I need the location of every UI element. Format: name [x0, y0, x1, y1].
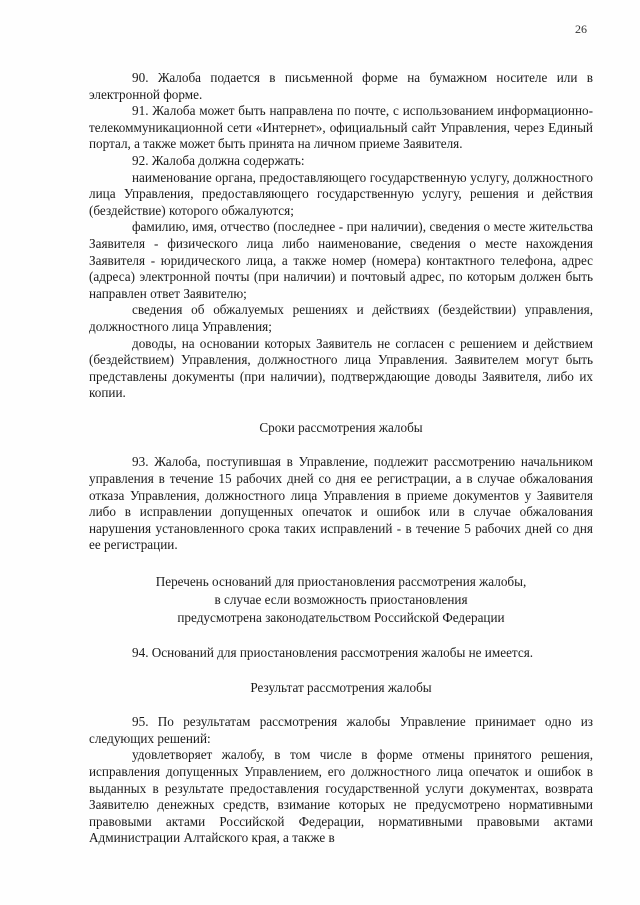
paragraph-92-item-arguments: доводы, на основании которых Заявитель не согласен с решением и действием (бездействием) Управления, должностного лица Управления. Заявителем могут быть представлены документы (при наличии), подтверждающие доводы Заявителя, либо их копии. — [89, 335, 593, 401]
document-body — [89, 70, 593, 847]
heading-suspension-line-1: Перечень оснований для приостановления рассмотрения жалобы, — [155, 574, 527, 590]
paragraph-90: 90. Жалоба подается в письменной форме на бумажном носителе или в электронной форме. — [89, 70, 593, 102]
paragraph-92-item-applicant: фамилию, имя, отчество (последнее - при наличии), сведения о месте жительства Заявителя - физического лица либо наименование, сведения о месте нахождения Заявителя - юридического лица, а также номер (номера) контактного телефона, адрес (адреса) электронной почты (при наличии) и почтовый адрес, по которым должен быть направлен ответ Заявителю; — [89, 219, 593, 301]
page-number: 26 — [575, 22, 587, 36]
paragraph-93: 93. Жалоба, поступившая в Управление, подлежит рассмотрению начальником управления в течение 15 рабочих дней со дня ее регистрации, а в случае обжалования отказа Управления, должностного лица Управления в приеме документов у Заявителя либо в исправлении допущенных опечаток и ошибок или в случае обжалования нарушения установленного срока таких исправлений - в течение 5 рабочих дней со дня ее регистрации. — [89, 454, 593, 553]
heading-suspension-line-2: в случае если возможность приостановления — [214, 592, 468, 608]
heading-suspension-grounds — [89, 573, 593, 627]
heading-suspension-line-3: предусмотрена законодательством Российской Федерации — [177, 610, 505, 626]
heading-review-result: Результат рассмотрения жалобы — [250, 679, 432, 695]
paragraph-92-item-decisions: сведения об обжалуемых решениях и действиях (бездействии) управления, должностного лица Управления; — [89, 302, 593, 334]
paragraph-91: 91. Жалоба может быть направлена по почте, с использованием информационно-телекоммуникационной сети «Интернет», официальный сайт Управления, через Единый портал, а также может быть принята на личном приеме Заявителя. — [89, 103, 593, 152]
paragraph-92: 92. Жалоба должна содержать: — [132, 152, 305, 168]
paragraph-95-item-satisfy: удовлетворяет жалобу, в том числе в форме отмены принятого решения, исправления допущенных Управлением, его должностного лица опечаток и ошибок в выданных в результате предоставления государственной услуги документах, возврата Заявителю денежных средств, взимание которых не предусмотрено нормативными правовыми актами Российской Федерации, нормативными правовыми актами Администрации Алтайского края, а также в — [89, 747, 593, 846]
paragraph-92-item-name: наименование органа, предоставляющего государственную услугу, должностного лица Управления, предоставляющего государственную услугу, решения и действия (бездействие) которого обжалуются; — [89, 169, 593, 218]
paragraph-94: 94. Оснований для приостановления рассмотрения жалобы не имеется. — [132, 645, 534, 661]
heading-review-terms: Сроки рассмотрения жалобы — [259, 419, 423, 435]
paragraph-95: 95. По результатам рассмотрения жалобы Управление принимает одно из следующих решений: — [89, 714, 593, 746]
